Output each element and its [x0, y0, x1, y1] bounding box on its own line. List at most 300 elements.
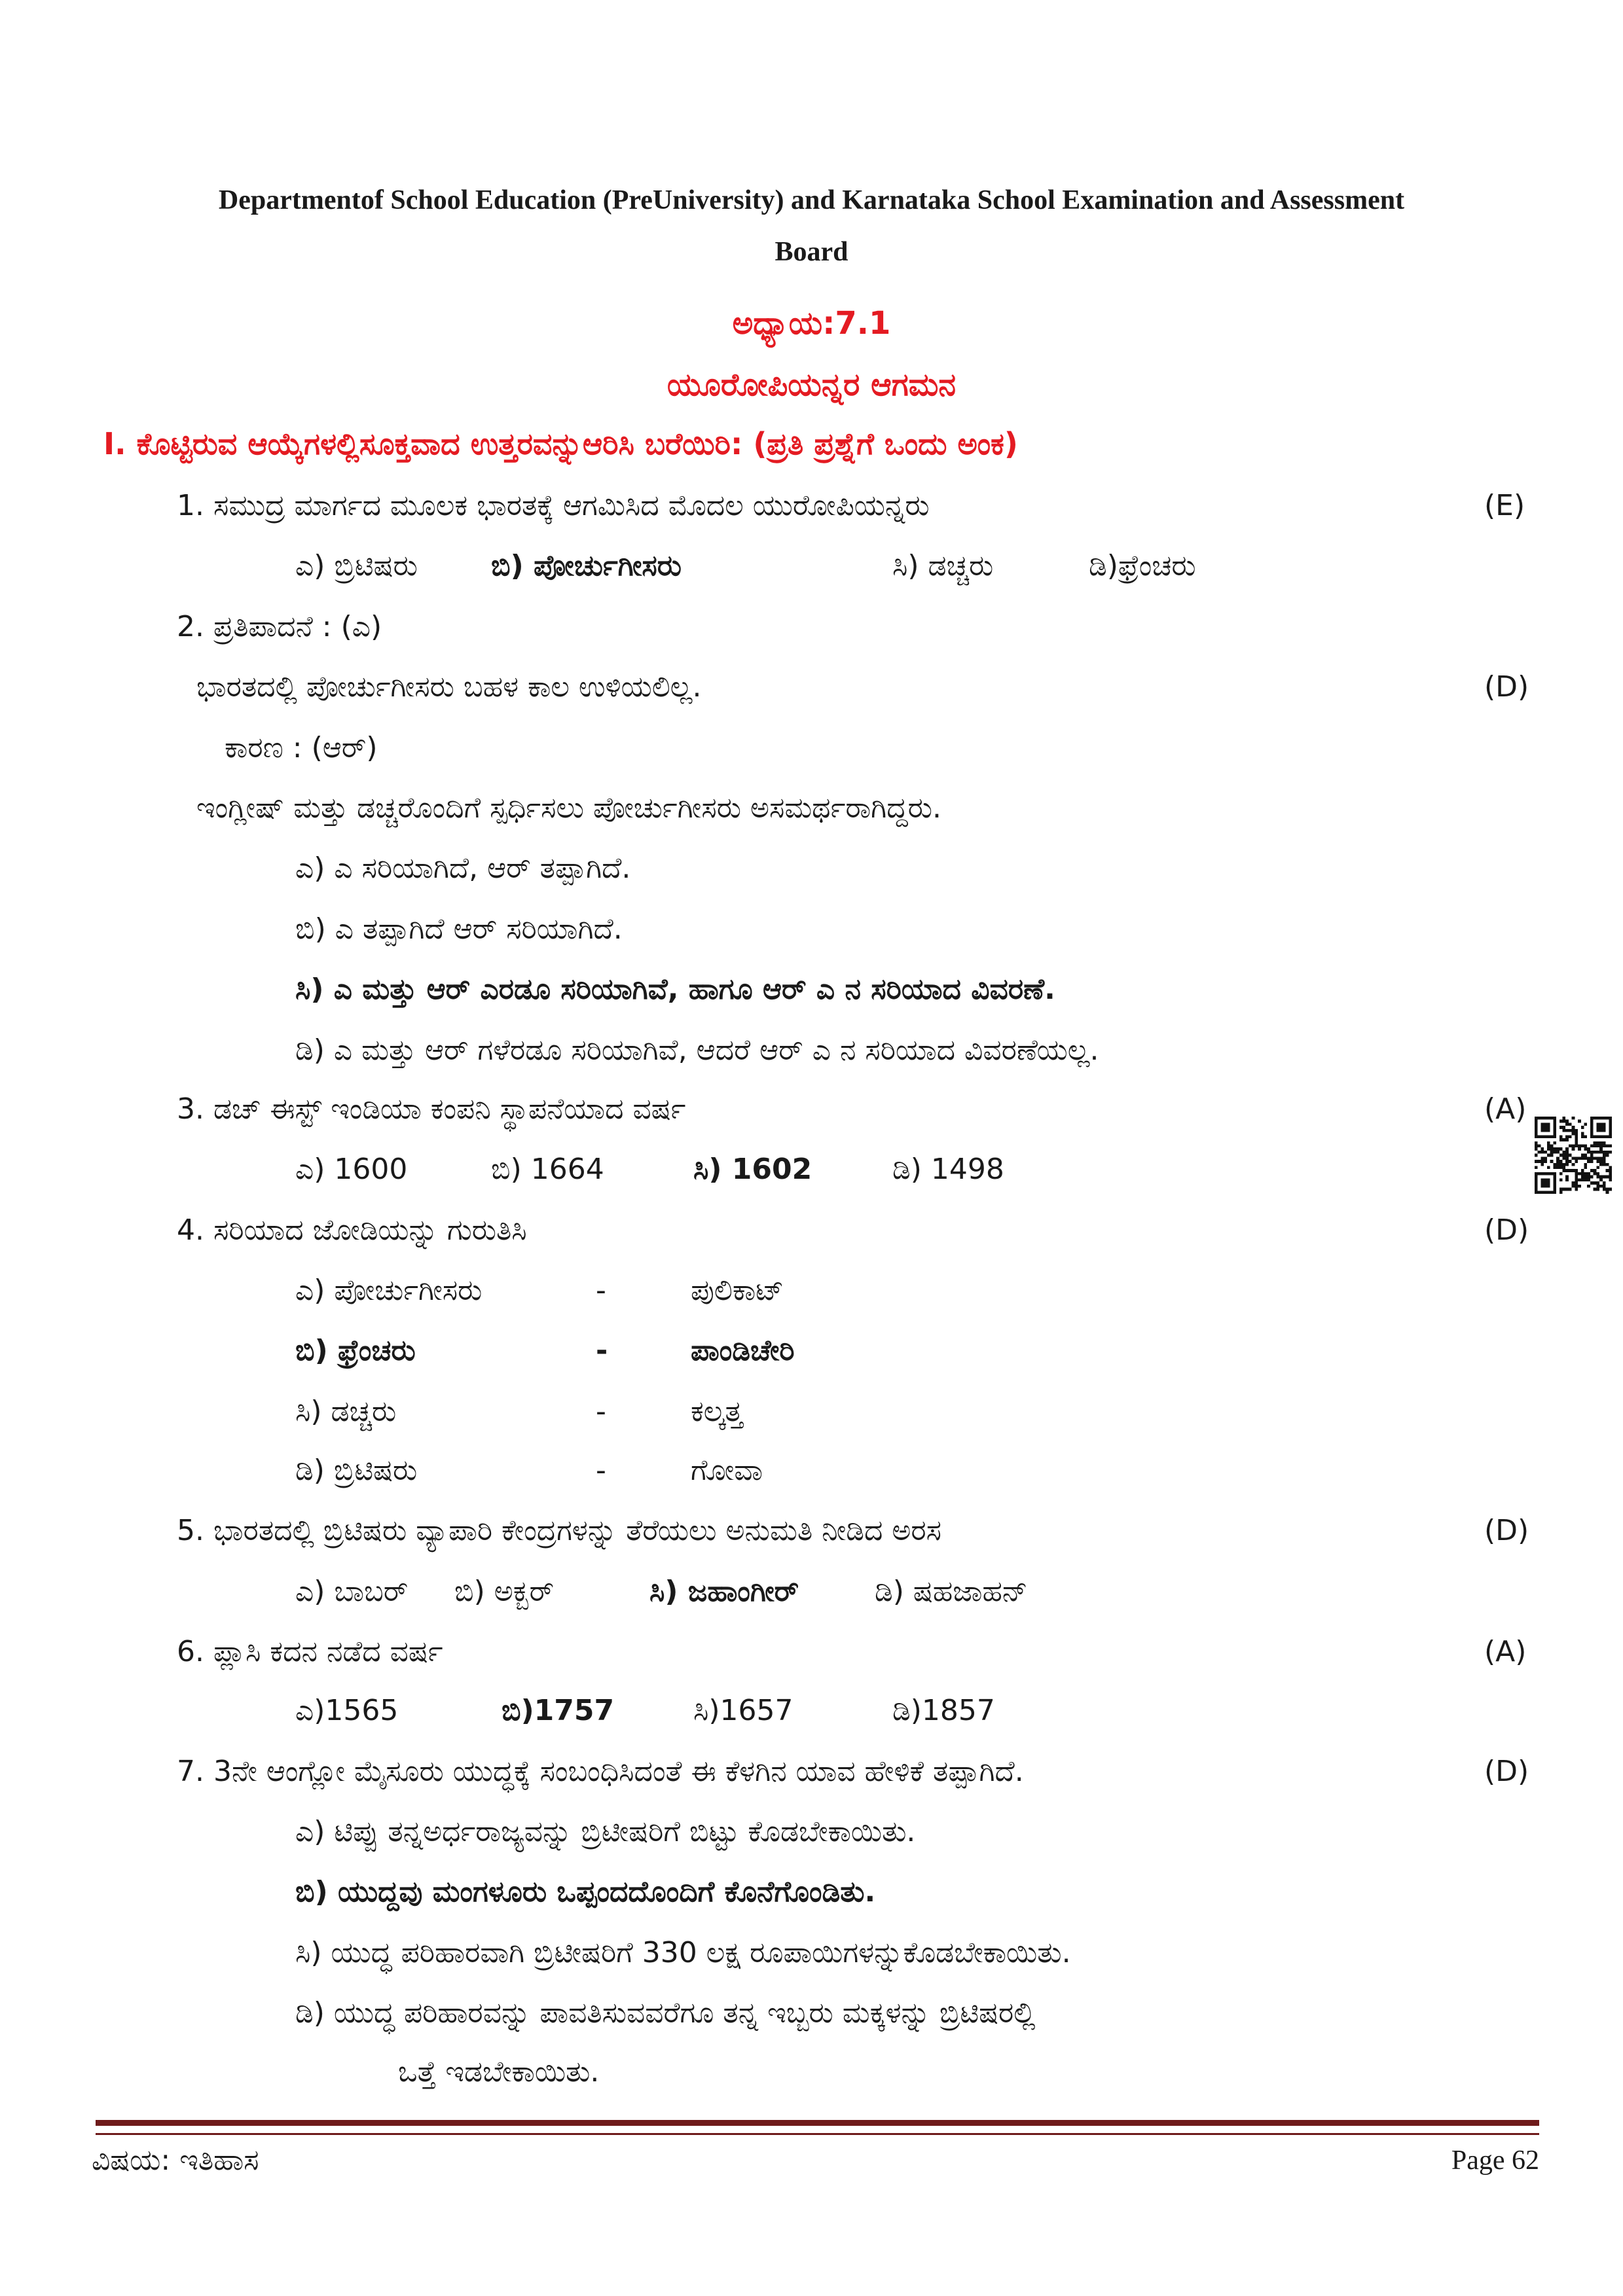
qr-module — [1609, 1120, 1612, 1123]
q7-option-c: ಸಿ) ಯುದ್ಧ ಪರಿಹಾರವಾಗಿ ಬ್ರಿಟೀಷರಿಗೆ 330 ಲಕ್ಷ ರೂಪಾಯಿಗಳನ್ನುಕೊಡಬೇಕಾಯಿತು. — [295, 1936, 1071, 1969]
qr-module — [1553, 1166, 1556, 1170]
qr-module — [1594, 1117, 1597, 1120]
qr-module — [1581, 1157, 1584, 1160]
q7-option-d: ಡಿ) ಯುದ್ಧ ಪರಿಹಾರವನ್ನು ಪಾವತಿಸುವವರೆಗೂ ತನ್ನ ಇಬ್ಬರು ಮಕ್ಕಳನ್ನು ಬ್ರಿಟಿಷರಲ್ಲಿ — [295, 1996, 1036, 2030]
qr-module — [1553, 1129, 1556, 1132]
q4-pair-a-left: ಎ) ಪೋರ್ಚುಗೀಸರು — [295, 1274, 483, 1307]
qr-module — [1559, 1166, 1563, 1170]
qr-module — [1603, 1175, 1606, 1179]
qr-module — [1587, 1178, 1590, 1181]
qr-module — [1535, 1191, 1538, 1194]
qr-module — [1575, 1169, 1578, 1172]
qr-module — [1559, 1163, 1563, 1166]
qr-module — [1575, 1188, 1578, 1191]
qr-module — [1562, 1169, 1565, 1172]
qr-module — [1581, 1172, 1584, 1175]
qr-module — [1553, 1147, 1556, 1151]
answer-5: (D) — [1484, 1514, 1529, 1547]
qr-module — [1562, 1157, 1565, 1160]
qr-module — [1535, 1181, 1538, 1185]
qr-module — [1575, 1175, 1578, 1179]
qr-module — [1556, 1163, 1559, 1166]
section-instruction: I. ಕೊಟ್ಟಿರುವ ಆಯ್ಕೆಗಳಲ್ಲಿಸೂಕ್ತವಾದ ಉತ್ತರವನ್ನುಆರಿಸಿ ಬರೆಯಿರಿ: (ಪ್ರತಿ ಪ್ರಶ್ನೆಗೆ ಒಂದು ಅಂಕ) — [103, 426, 1018, 461]
q3-option-c-correct: ಸಿ) 1602 — [693, 1153, 812, 1186]
qr-module — [1578, 1185, 1581, 1188]
qr-module — [1553, 1122, 1556, 1126]
qr-module — [1562, 1120, 1565, 1123]
qr-module — [1559, 1120, 1563, 1123]
qr-module — [1572, 1181, 1575, 1185]
qr-module — [1594, 1135, 1597, 1138]
qr-module — [1535, 1122, 1538, 1126]
qr-module — [1538, 1144, 1541, 1147]
qr-module — [1590, 1151, 1594, 1154]
qr-module — [1596, 1157, 1599, 1160]
qr-module — [1590, 1144, 1594, 1147]
qr-module — [1606, 1163, 1609, 1166]
qr-module — [1553, 1181, 1556, 1185]
qr-module — [1544, 1151, 1547, 1154]
qr-module — [1541, 1185, 1544, 1188]
qr-module — [1603, 1163, 1606, 1166]
qr-module — [1550, 1117, 1554, 1120]
qr-module — [1553, 1141, 1556, 1145]
qr-module — [1584, 1163, 1588, 1166]
qr-module — [1581, 1144, 1584, 1147]
qr-module — [1562, 1138, 1565, 1141]
qr-module — [1544, 1181, 1547, 1185]
q6-option-d: ಡಿ)1857 — [892, 1694, 995, 1727]
qr-module — [1547, 1122, 1550, 1126]
qr-module — [1590, 1160, 1594, 1163]
qr-code-icon — [1535, 1117, 1612, 1194]
qr-module — [1587, 1151, 1590, 1154]
footer-subject: ವಿಷಯ: ಇತಿಹಾಸ — [92, 2144, 259, 2177]
qr-module — [1578, 1178, 1581, 1181]
qr-module — [1594, 1188, 1597, 1191]
qr-module — [1553, 1135, 1556, 1138]
q3-option-a: ಎ) 1600 — [295, 1153, 408, 1186]
q2-option-a: ಎ) ಎ ಸರಿಯಾಗಿದೆ, ಆರ್ ತಪ್ಪಾಗಿದೆ. — [295, 852, 631, 885]
qr-module — [1553, 1188, 1556, 1191]
q4-pair-b-left-correct: ಬಿ) ಫ್ರೆಂಚರು — [295, 1334, 416, 1367]
qr-module — [1550, 1191, 1554, 1194]
qr-module — [1535, 1135, 1538, 1138]
qr-module — [1609, 1172, 1612, 1175]
qr-module — [1599, 1129, 1603, 1132]
qr-module — [1606, 1144, 1609, 1147]
q4-pair-d-right: ಗೋವಾ — [691, 1454, 763, 1487]
q3-option-b: ಬಿ) 1664 — [491, 1153, 604, 1186]
qr-module — [1553, 1117, 1556, 1120]
q4-pair-b-sep: - — [596, 1334, 608, 1367]
qr-module — [1538, 1172, 1541, 1175]
qr-module — [1541, 1122, 1544, 1126]
qr-module — [1599, 1117, 1603, 1120]
q3-option-d: ಡಿ) 1498 — [892, 1153, 1004, 1186]
qr-module — [1547, 1185, 1550, 1188]
qr-module — [1581, 1132, 1584, 1136]
qr-module — [1544, 1126, 1547, 1129]
qr-module — [1584, 1166, 1588, 1170]
qr-module — [1553, 1132, 1556, 1136]
qr-module — [1562, 1166, 1565, 1170]
qr-module — [1541, 1181, 1544, 1185]
qr-module — [1609, 1122, 1612, 1126]
qr-module — [1569, 1154, 1572, 1157]
qr-module — [1575, 1185, 1578, 1188]
qr-module — [1606, 1175, 1609, 1179]
qr-module — [1609, 1144, 1612, 1147]
qr-module — [1609, 1135, 1612, 1138]
qr-module — [1606, 1191, 1609, 1194]
qr-module — [1603, 1141, 1606, 1145]
qr-module — [1547, 1154, 1550, 1157]
qr-module — [1565, 1138, 1569, 1141]
qr-module — [1547, 1178, 1550, 1181]
qr-module — [1541, 1117, 1544, 1120]
qr-module — [1550, 1144, 1554, 1147]
q2-reason-label: ಕಾರಣ : (ಆರ್) — [225, 731, 378, 764]
question-7: 7. 3ನೇ ಆಂಗ್ಲೋ ಮೈಸೂರು ಯುದ್ಧಕ್ಕೆ ಸಂಬಂಧಿಸಿದಂತೆ ಈ ಕೆಳಗಿನ ಯಾವ ಹೇಳಿಕೆ ತಪ್ಪಾಗಿದೆ. — [177, 1755, 1024, 1788]
qr-module — [1594, 1144, 1597, 1147]
qr-module — [1565, 1178, 1569, 1181]
qr-module — [1544, 1160, 1547, 1163]
qr-module — [1559, 1178, 1563, 1181]
qr-module — [1547, 1172, 1550, 1175]
qr-module — [1609, 1129, 1612, 1132]
qr-module — [1581, 1135, 1584, 1138]
qr-module — [1606, 1188, 1609, 1191]
qr-module — [1538, 1191, 1541, 1194]
qr-module — [1544, 1191, 1547, 1194]
qr-module — [1559, 1188, 1563, 1191]
qr-module — [1565, 1151, 1569, 1154]
qr-module — [1584, 1178, 1588, 1181]
qr-module — [1535, 1154, 1538, 1157]
page-number: Page 62 — [1451, 2145, 1539, 2176]
qr-module — [1562, 1154, 1565, 1157]
qr-module — [1553, 1126, 1556, 1129]
qr-module — [1599, 1135, 1603, 1138]
qr-module — [1565, 1147, 1569, 1151]
qr-module — [1541, 1151, 1544, 1154]
qr-module — [1590, 1175, 1594, 1179]
qr-module — [1594, 1172, 1597, 1175]
qr-module — [1596, 1181, 1599, 1185]
q2-reason: ಇಂಗ್ಲೀಷ್ ಮತ್ತು ಡಚ್ಚರೊಂದಿಗೆ ಸ್ಪರ್ಧಿಸಲು ಪೋರ್ಚುಗೀಸರು ಅಸಮರ್ಥರಾಗಿದ್ದರು. — [196, 791, 941, 825]
qr-module — [1575, 1135, 1578, 1138]
answer-2: (D) — [1484, 670, 1529, 704]
q7-option-b-correct: ಬಿ) ಯುದ್ದವು ಮಂಗಳೂರು ಒಪ್ಪಂದದೊಂದಿಗೆ ಕೊನೆಗೊಂಡಿತು. — [295, 1875, 876, 1909]
chapter-title: ಯೂರೋಪಿಯನ್ನರ ಆಗಮನ — [666, 367, 957, 403]
answer-7: (D) — [1484, 1755, 1529, 1788]
qr-module — [1565, 1160, 1569, 1163]
qr-module — [1541, 1157, 1544, 1160]
qr-module — [1565, 1129, 1569, 1132]
qr-module — [1581, 1126, 1584, 1129]
qr-module — [1553, 1175, 1556, 1179]
qr-module — [1575, 1178, 1578, 1181]
board-header-line2: Board — [775, 237, 848, 267]
qr-module — [1559, 1154, 1563, 1157]
qr-module — [1609, 1178, 1612, 1181]
qr-module — [1590, 1135, 1594, 1138]
qr-module — [1590, 1120, 1594, 1123]
qr-module — [1590, 1154, 1594, 1157]
qr-module — [1584, 1147, 1588, 1151]
q7-option-d-continuation: ಒತ್ತೆ ಇಡಬೇಕಾಯಿತು. — [398, 2055, 600, 2089]
qr-module — [1565, 1154, 1569, 1157]
qr-module — [1535, 1147, 1538, 1151]
question-2: 2. ಪ್ರತಿಪಾದನೆ : (ಎ) — [177, 610, 382, 643]
qr-module — [1603, 1188, 1606, 1191]
q2-option-d: ಡಿ) ಎ ಮತ್ತು ಆರ್ ಗಳೆರಡೂ ಸರಿಯಾಗಿವೆ, ಆದರೆ ಆರ್ ಎ ನ ಸರಿಯಾದ ವಿವರಣೆಯಲ್ಲ. — [295, 1033, 1099, 1067]
qr-module — [1559, 1126, 1563, 1129]
qr-module — [1599, 1157, 1603, 1160]
question-4: 4. ಸರಿಯಾದ ಜೋಡಿಯನ್ನು ಗುರುತಿಸಿ — [177, 1213, 527, 1247]
qr-module — [1596, 1151, 1599, 1154]
qr-module — [1550, 1147, 1554, 1151]
qr-module — [1572, 1163, 1575, 1166]
qr-module — [1581, 1175, 1584, 1179]
qr-module — [1544, 1157, 1547, 1160]
qr-module — [1603, 1160, 1606, 1163]
qr-module — [1565, 1120, 1569, 1123]
answer-1: (E) — [1484, 489, 1525, 522]
qr-module — [1535, 1188, 1538, 1191]
qr-module — [1594, 1151, 1597, 1154]
qr-module — [1538, 1151, 1541, 1154]
qr-module — [1559, 1160, 1563, 1163]
answer-6: (A) — [1484, 1635, 1527, 1668]
q7-option-a: ಎ) ಟಿಪ್ಪು ತನ್ನಅರ್ಧರಾಜ್ಯವನ್ನು ಬ್ರಿಟೀಷರಿಗೆ ಬಿಟ್ಟು ಕೊಡಬೇಕಾಯಿತು. — [295, 1815, 916, 1848]
qr-module — [1565, 1169, 1569, 1172]
qr-module — [1547, 1129, 1550, 1132]
qr-module — [1541, 1172, 1544, 1175]
qr-module — [1535, 1144, 1538, 1147]
question-1: 1. ಸಮುದ್ರ ಮಾರ್ಗದ ಮೂಲಕ ಭಾರತಕ್ಕೆ ಆಗಮಿಸಿದ ಮೊದಲ ಯುರೋಪಿಯನ್ನರು — [177, 489, 930, 522]
qr-module — [1590, 1129, 1594, 1132]
qr-module — [1603, 1129, 1606, 1132]
q6-option-a: ಎ)1565 — [295, 1694, 399, 1727]
qr-module — [1584, 1154, 1588, 1157]
qr-module — [1590, 1157, 1594, 1160]
qr-module — [1550, 1172, 1554, 1175]
qr-module — [1572, 1144, 1575, 1147]
qr-module — [1535, 1132, 1538, 1136]
q5-option-b: ಬಿ) ಅಕ್ಬರ್ — [454, 1575, 555, 1608]
qr-module — [1596, 1166, 1599, 1170]
qr-module — [1594, 1181, 1597, 1185]
qr-module — [1603, 1151, 1606, 1154]
qr-module — [1581, 1154, 1584, 1157]
q1-option-a: ಎ) ಬ್ರಿಟಿಷರು — [295, 549, 418, 583]
q1-option-b-correct: ಬಿ) ಪೋರ್ಚುಗೀಸರು — [491, 549, 682, 583]
qr-module — [1572, 1126, 1575, 1129]
qr-module — [1544, 1135, 1547, 1138]
qr-module — [1544, 1129, 1547, 1132]
q4-pair-c-right: ಕಲ್ಕತ್ತ — [691, 1395, 743, 1428]
qr-module — [1569, 1135, 1572, 1138]
qr-module — [1606, 1151, 1609, 1154]
qr-module — [1535, 1126, 1538, 1129]
qr-module — [1603, 1122, 1606, 1126]
qr-module — [1556, 1151, 1559, 1154]
qr-module — [1547, 1117, 1550, 1120]
qr-module — [1565, 1163, 1569, 1166]
qr-module — [1606, 1135, 1609, 1138]
qr-module — [1541, 1163, 1544, 1166]
qr-module — [1584, 1172, 1588, 1175]
qr-module — [1538, 1135, 1541, 1138]
qr-module — [1541, 1129, 1544, 1132]
qr-module — [1535, 1175, 1538, 1179]
qr-module — [1599, 1175, 1603, 1179]
qr-module — [1547, 1181, 1550, 1185]
answer-3: (A) — [1484, 1092, 1527, 1126]
qr-module — [1550, 1160, 1554, 1163]
qr-module — [1575, 1181, 1578, 1185]
qr-module — [1599, 1178, 1603, 1181]
board-header-line1: Departmentof School Education (PreUniversity) and Karnataka School Examination and Assessment — [218, 185, 1405, 215]
qr-module — [1606, 1117, 1609, 1120]
qr-module — [1535, 1120, 1538, 1123]
qr-module — [1578, 1144, 1581, 1147]
qr-module — [1559, 1172, 1563, 1175]
q4-pair-a-sep: - — [596, 1274, 606, 1307]
qr-module — [1535, 1160, 1538, 1163]
question-5: 5. ಭಾರತದಲ್ಲಿ ಬ್ರಿಟಿಷರು ವ್ಯಾಪಾರಿ ಕೇಂದ್ರಗಳನ್ನು ತೆರೆಯಲು ಅನುಮತಿ ನೀಡಿದ ಅರಸ — [177, 1514, 942, 1547]
qr-module — [1587, 1157, 1590, 1160]
qr-module — [1596, 1129, 1599, 1132]
qr-module — [1590, 1181, 1594, 1185]
qr-module — [1544, 1178, 1547, 1181]
qr-module — [1596, 1126, 1599, 1129]
q4-pair-b-right-correct: ಪಾಂಡಿಚೇರಿ — [691, 1334, 795, 1367]
qr-module — [1596, 1172, 1599, 1175]
qr-module — [1553, 1172, 1556, 1175]
qr-module — [1581, 1178, 1584, 1181]
qr-module — [1565, 1122, 1569, 1126]
qr-module — [1572, 1117, 1575, 1120]
qr-module — [1575, 1132, 1578, 1136]
qr-module — [1541, 1147, 1544, 1151]
qr-module — [1575, 1160, 1578, 1163]
qr-module — [1609, 1169, 1612, 1172]
qr-module — [1584, 1135, 1588, 1138]
qr-module — [1559, 1191, 1563, 1194]
qr-module — [1581, 1169, 1584, 1172]
qr-module — [1559, 1135, 1563, 1138]
qr-module — [1569, 1160, 1572, 1163]
qr-module — [1584, 1122, 1588, 1126]
qr-module — [1575, 1129, 1578, 1132]
qr-module — [1596, 1185, 1599, 1188]
qr-module — [1587, 1160, 1590, 1163]
qr-module — [1572, 1157, 1575, 1160]
qr-module — [1609, 1126, 1612, 1129]
question-3: 3. ಡಚ್ ಈಸ್ಟ್ ಇಂಡಿಯಾ ಕಂಪನಿ ಸ್ಥಾಪನೆಯಾದ ವರ್ಷ — [177, 1092, 686, 1126]
qr-module — [1572, 1147, 1575, 1151]
qr-module — [1596, 1122, 1599, 1126]
qr-module — [1587, 1172, 1590, 1175]
qr-module — [1575, 1138, 1578, 1141]
qr-module — [1535, 1129, 1538, 1132]
qr-module — [1547, 1147, 1550, 1151]
qr-module — [1599, 1160, 1603, 1163]
qr-module — [1544, 1185, 1547, 1188]
qr-module — [1578, 1147, 1581, 1151]
answer-4: (D) — [1484, 1213, 1529, 1247]
qr-module — [1547, 1191, 1550, 1194]
qr-module — [1535, 1185, 1538, 1188]
qr-module — [1556, 1160, 1559, 1163]
qr-module — [1569, 1144, 1572, 1147]
footer-rule-thick — [96, 2120, 1539, 2126]
qr-module — [1572, 1132, 1575, 1136]
q5-option-a: ಎ) ಬಾಬರ್ — [295, 1575, 409, 1608]
qr-module — [1594, 1141, 1597, 1145]
qr-module — [1578, 1120, 1581, 1123]
qr-module — [1609, 1132, 1612, 1136]
qr-module — [1547, 1135, 1550, 1138]
qr-module — [1556, 1157, 1559, 1160]
qr-module — [1544, 1117, 1547, 1120]
qr-module — [1553, 1163, 1556, 1166]
qr-module — [1535, 1178, 1538, 1181]
qr-module — [1590, 1169, 1594, 1172]
qr-module — [1569, 1129, 1572, 1132]
qr-module — [1559, 1147, 1563, 1151]
qr-module — [1565, 1175, 1569, 1179]
qr-module — [1569, 1122, 1572, 1126]
qr-module — [1599, 1163, 1603, 1166]
q4-pair-d-left: ಡಿ) ಬ್ರಿಟಿಷರು — [295, 1454, 418, 1487]
qr-module — [1599, 1126, 1603, 1129]
question-6: 6. ಪ್ಲಾಸಿ ಕದನ ನಡೆದ ವರ್ಷ — [177, 1635, 443, 1668]
qr-module — [1590, 1126, 1594, 1129]
qr-module — [1603, 1154, 1606, 1157]
qr-module — [1603, 1157, 1606, 1160]
qr-module — [1550, 1154, 1554, 1157]
qr-module — [1562, 1129, 1565, 1132]
qr-module — [1609, 1188, 1612, 1191]
qr-module — [1556, 1166, 1559, 1170]
qr-module — [1541, 1126, 1544, 1129]
qr-module — [1562, 1163, 1565, 1166]
q4-pair-a-right: ಪುಲಿಕಾಟ್ — [691, 1274, 784, 1307]
qr-module — [1584, 1175, 1588, 1179]
qr-module — [1550, 1151, 1554, 1154]
qr-module — [1553, 1151, 1556, 1154]
qr-module — [1538, 1160, 1541, 1163]
qr-module — [1544, 1172, 1547, 1175]
footer-rule-thin — [96, 2133, 1539, 2135]
qr-module — [1594, 1169, 1597, 1172]
qr-module — [1550, 1135, 1554, 1138]
q4-pair-d-sep: - — [596, 1454, 606, 1487]
qr-module — [1609, 1175, 1612, 1179]
qr-module — [1596, 1160, 1599, 1163]
q6-option-b-correct: ಬಿ)1757 — [501, 1694, 615, 1727]
qr-module — [1562, 1126, 1565, 1129]
qr-module — [1599, 1141, 1603, 1145]
qr-module — [1594, 1157, 1597, 1160]
qr-module — [1535, 1166, 1538, 1170]
qr-module — [1609, 1117, 1612, 1120]
qr-module — [1590, 1122, 1594, 1126]
